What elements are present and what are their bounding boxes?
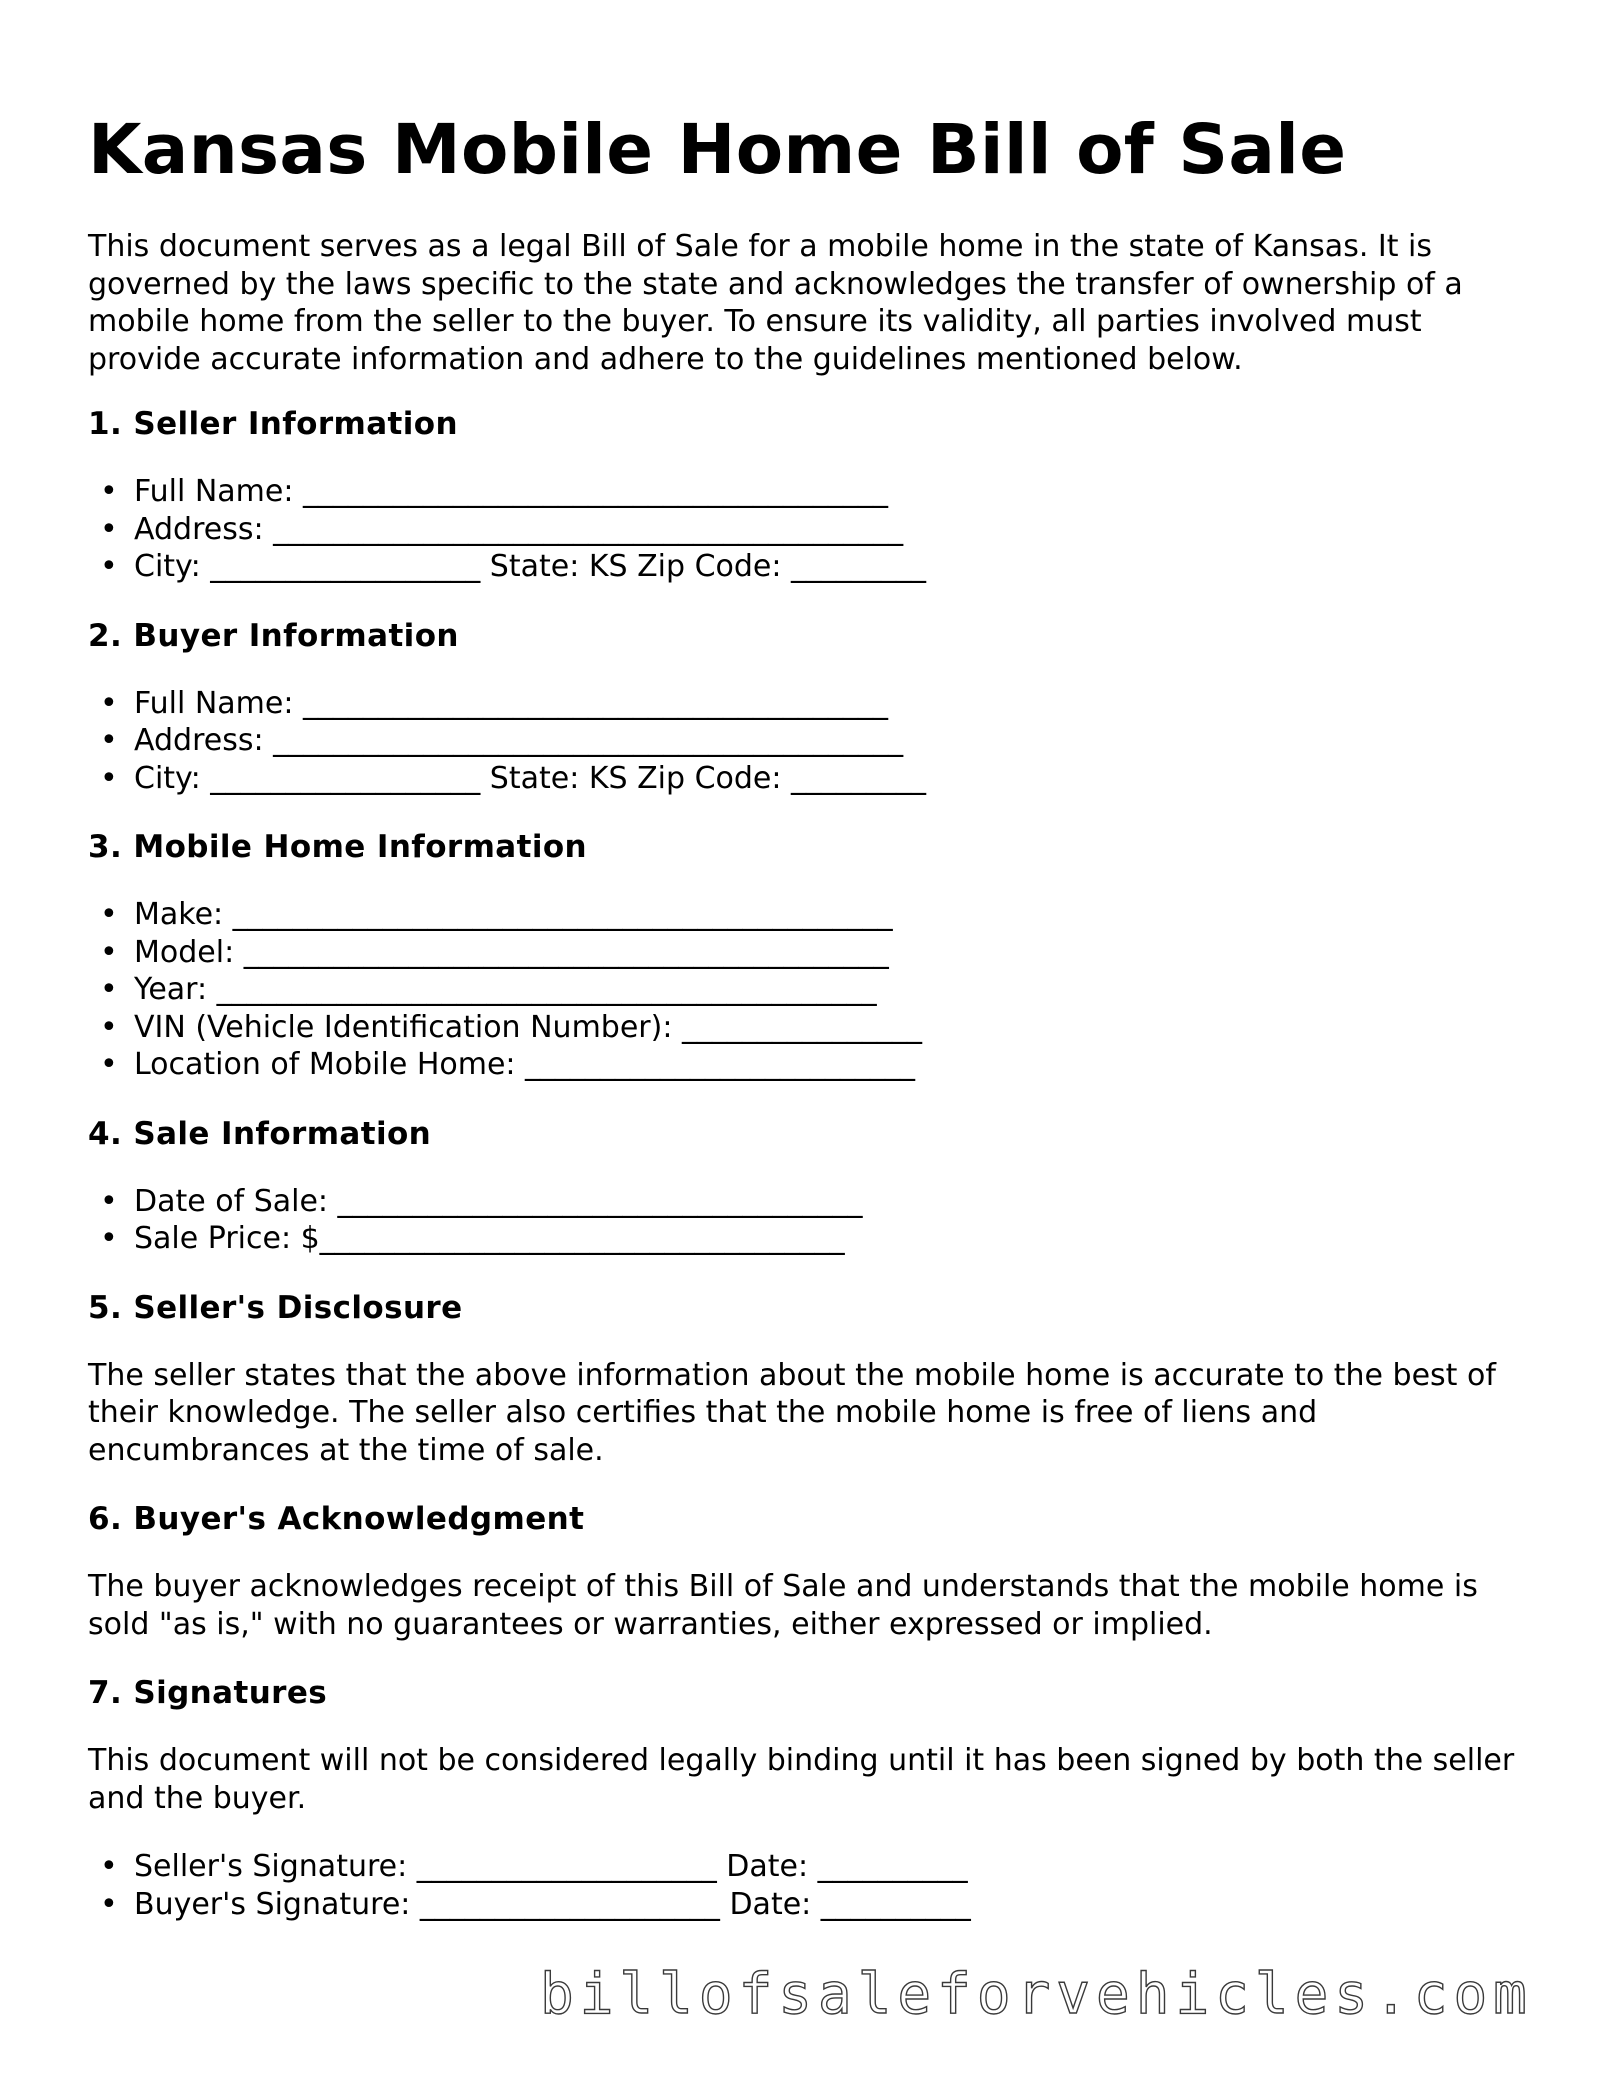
bullet-icon: •: [100, 972, 118, 1007]
list-item: [100, 896, 1528, 934]
list-item: [100, 934, 1528, 972]
list-item: [100, 1220, 1528, 1258]
bullet-icon: •: [100, 474, 118, 509]
list-item: [100, 511, 1528, 549]
list-item: [100, 760, 1528, 798]
make-field: Make: ____________________________________________: [134, 897, 893, 932]
list-item: [100, 473, 1528, 511]
seller-information-list: [88, 473, 1528, 586]
sale-information-list: [88, 1183, 1528, 1258]
section-heading-signatures: 7. Signatures: [88, 1675, 328, 1711]
list-item: [100, 971, 1528, 1009]
seller-address-field: Address: __________________________________________: [134, 511, 904, 547]
watermark-text: billofsaleforvehicles.com: [540, 1962, 1533, 2027]
bullet-icon: •: [100, 934, 118, 970]
buyer-address-field: Address: __________________________________________: [134, 723, 904, 758]
list-item: [100, 548, 1528, 586]
document-title: Kansas Mobile Home Bill of Sale: [88, 110, 1347, 190]
list-item: [100, 1848, 1528, 1886]
document-page: [88, 108, 1528, 1954]
list-item: [100, 1886, 1528, 1924]
sellers-disclosure-text: The seller states that the above information about the mobile home is accurate to the best of their knowledge. The seller also certifies that the mobile home is free of liens and encumbrances at the time of sale.: [88, 1357, 1496, 1468]
list-item: [100, 1183, 1528, 1221]
buyer-information-list: [88, 685, 1528, 798]
date-of-sale-field: Date of Sale: ___________________________________: [134, 1183, 863, 1219]
mobile-home-information-list: [88, 896, 1528, 1084]
year-field: Year: ____________________________________________: [134, 972, 877, 1007]
list-item: [100, 1046, 1528, 1084]
seller-full-name-field: Full Name: _______________________________________: [134, 474, 888, 509]
bullet-icon: •: [100, 549, 118, 584]
bullet-icon: •: [100, 1886, 118, 1922]
section-heading-sellers-disclosure: 5. Seller's Disclosure: [88, 1289, 463, 1326]
model-field: Model: ___________________________________________: [134, 934, 889, 970]
section-heading-mobile-home-information: 3. Mobile Home Information: [88, 829, 588, 865]
seller-city-state-zip-field: City: __________________ State: KS Zip Code: _________: [134, 549, 927, 584]
signatures-text: This document will not be considered legally binding until it has been signed by both the seller and the buyer.: [88, 1743, 1515, 1816]
list-item: [100, 685, 1528, 723]
bullet-icon: •: [100, 760, 118, 796]
list-item: [100, 1009, 1528, 1047]
bullet-icon: •: [100, 685, 118, 721]
section-heading-buyers-acknowledgment: 6. Buyer's Acknowledgment: [88, 1501, 585, 1537]
buyer-signature-field: Buyer's Signature: ____________________ Date: __________: [134, 1886, 971, 1922]
seller-signature-field: Seller's Signature: ____________________ Date: __________: [134, 1849, 968, 1884]
buyer-full-name-field: Full Name: _______________________________________: [134, 685, 888, 721]
bullet-icon: •: [100, 1009, 118, 1045]
buyers-acknowledgment-text: The buyer acknowledges receipt of this Bill of Sale and understands that the mobile home is sold "as is," with no guarantees or warranties, either expressed or implied.: [88, 1569, 1478, 1642]
bullet-icon: •: [100, 1183, 118, 1219]
bullet-icon: •: [100, 897, 118, 932]
vin-field: VIN (Vehicle Identification Number): ________________: [134, 1009, 922, 1045]
bullet-icon: •: [100, 1221, 118, 1256]
section-heading-seller-information: 1. Seller Information: [88, 406, 458, 442]
intro-paragraph: This document serves as a legal Bill of Sale for a mobile home in the state of Kansas. It is governed by the laws specific to the state and acknowledges the transfer of ownership of a mobile home from the seller to the buyer. To ensure its validity, all parties involved must provide accurate information and adhere to the guidelines mentioned below.: [88, 229, 1463, 377]
section-heading-buyer-information: 2. Buyer Information: [88, 617, 459, 654]
location-field: Location of Mobile Home: __________________________: [134, 1047, 916, 1082]
bullet-icon: •: [100, 1047, 118, 1082]
section-heading-sale-information: 4. Sale Information: [88, 1115, 432, 1152]
bullet-icon: •: [100, 511, 118, 547]
bullet-icon: •: [100, 723, 118, 758]
list-item: [100, 722, 1528, 760]
bullet-icon: •: [100, 1849, 118, 1884]
sale-price-field: Sale Price: $___________________________________: [134, 1221, 845, 1256]
buyer-city-state-zip-field: City: __________________ State: KS Zip Code: _________: [134, 760, 927, 796]
signatures-list: [88, 1848, 1528, 1923]
